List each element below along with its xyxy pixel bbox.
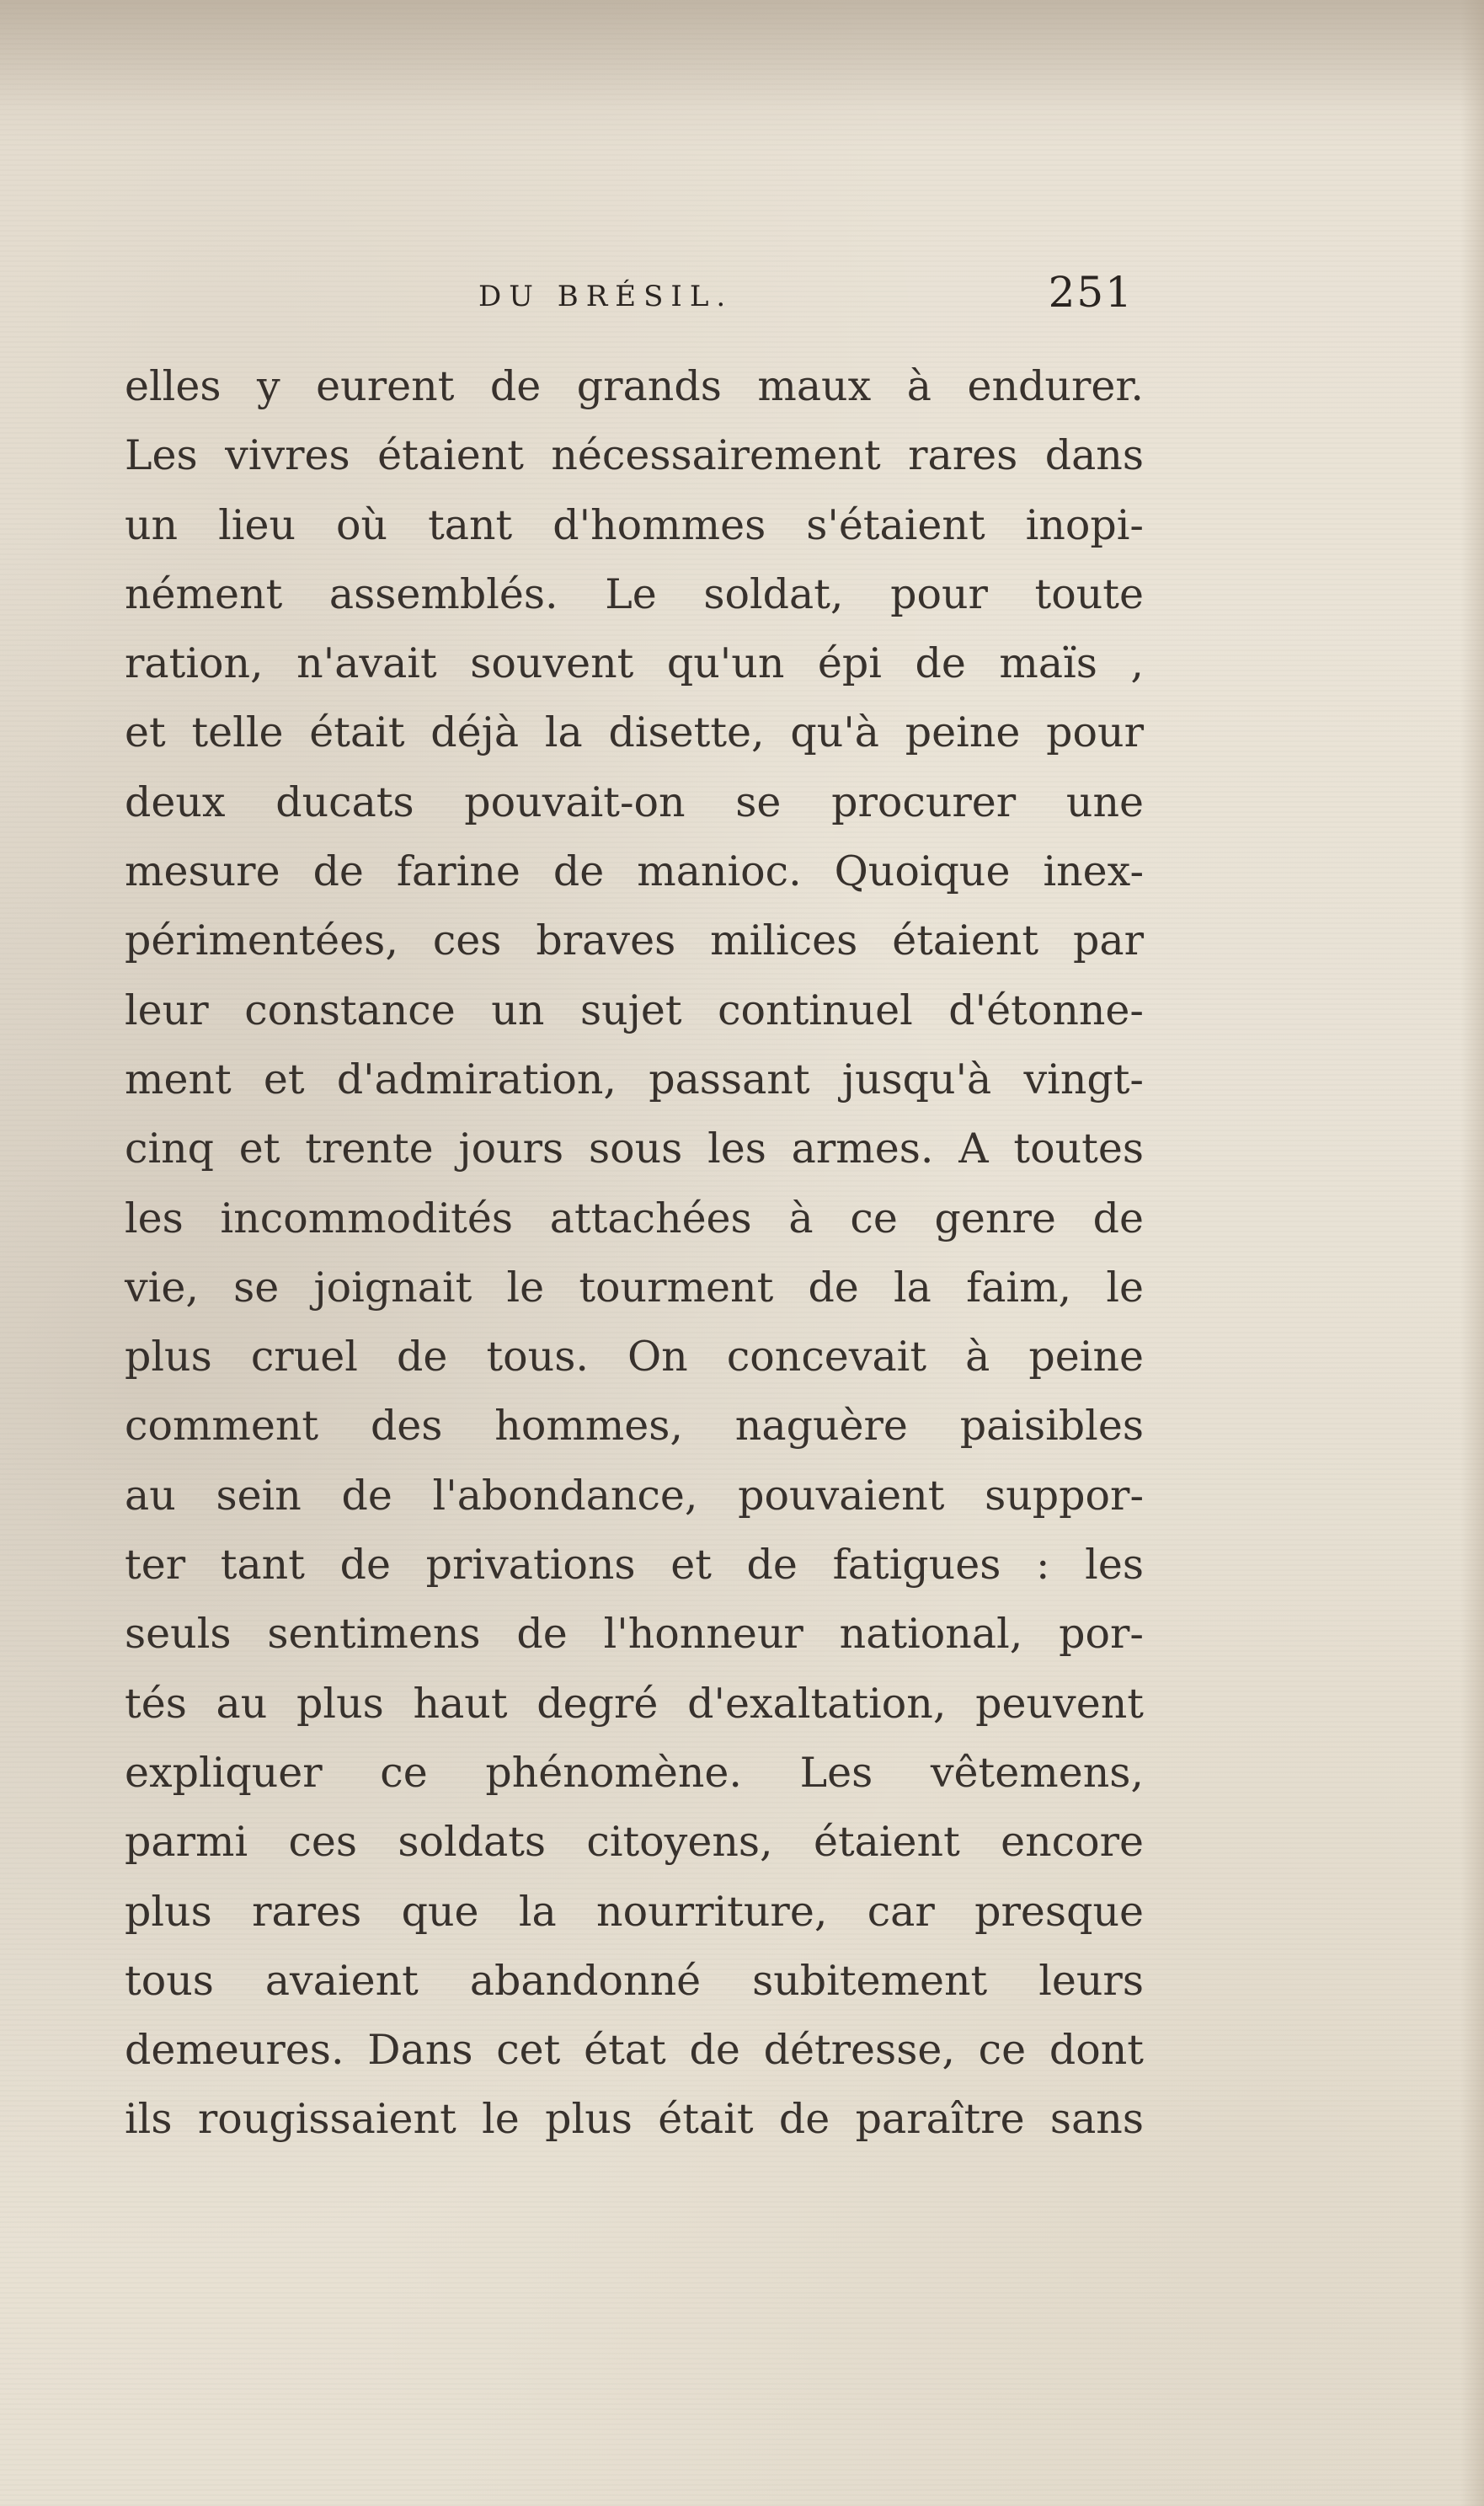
text-line: ration, n'avait souvent qu'un épi de maïs , — [125, 639, 1144, 688]
text-line: ter tant de privations et de fatigues : les — [125, 1541, 1144, 1590]
page-right-edge — [1460, 0, 1484, 2506]
text-line: tés au plus haut degré d'exaltation, peuvent — [125, 1679, 1144, 1728]
text-line: seuls sentimens de l'honneur national, por- — [125, 1610, 1144, 1659]
page-number: 251 — [1048, 268, 1134, 317]
page-top-shadow — [0, 0, 1484, 110]
text-line: ils rougissaient le plus était de paraître sans — [125, 2095, 1144, 2144]
text-line: demeures. Dans cet état de détresse, ce dont — [125, 2026, 1144, 2075]
text-line: un lieu où tant d'hommes s'étaient inopi- — [125, 500, 1144, 549]
text-line: ment et d'admiration, passant jusqu'à vingt- — [125, 1055, 1144, 1103]
running-head — [125, 268, 1140, 335]
text-line: périmentées, ces braves milices étaient par — [125, 916, 1144, 965]
text-line: Les vivres étaient nécessairement rares dans — [125, 431, 1144, 480]
text-line: expliquer ce phénomène. Les vêtemens, — [125, 1748, 1144, 1797]
text-line: cinq et trente jours sous les armes. A toutes — [125, 1125, 1144, 1173]
text-line: vie, se joignait le tourment de la faim, le — [125, 1263, 1144, 1312]
text-line: comment des hommes, naguère paisibles — [125, 1402, 1144, 1451]
text-line: les incommodités attachées à ce genre de — [125, 1194, 1144, 1242]
text-line: tous avaient abandonné subitement leurs — [125, 1956, 1144, 2005]
text-line: au sein de l'abondance, pouvaient suppor- — [125, 1471, 1144, 1520]
text-line: elles y eurent de grands maux à endurer. — [125, 362, 1144, 410]
text-line: deux ducats pouvait-on se procurer une — [125, 777, 1144, 826]
text-line: parmi ces soldats citoyens, étaient encore — [125, 1818, 1144, 1867]
text-line: nément assemblés. Le soldat, pour toute — [125, 569, 1144, 618]
text-line: et telle était déjà la disette, qu'à peine pour — [125, 708, 1144, 757]
text-line: plus cruel de tous. On concevait à peine — [125, 1333, 1144, 1381]
text-line: leur constance un sujet continuel d'étonne- — [125, 986, 1144, 1034]
body-text — [125, 352, 1144, 2155]
text-line: plus rares que la nourriture, car presque — [125, 1887, 1144, 1936]
running-title: DU BRÉSIL. — [478, 280, 734, 313]
text-line: mesure de farine de manioc. Quoique inex- — [125, 847, 1144, 896]
